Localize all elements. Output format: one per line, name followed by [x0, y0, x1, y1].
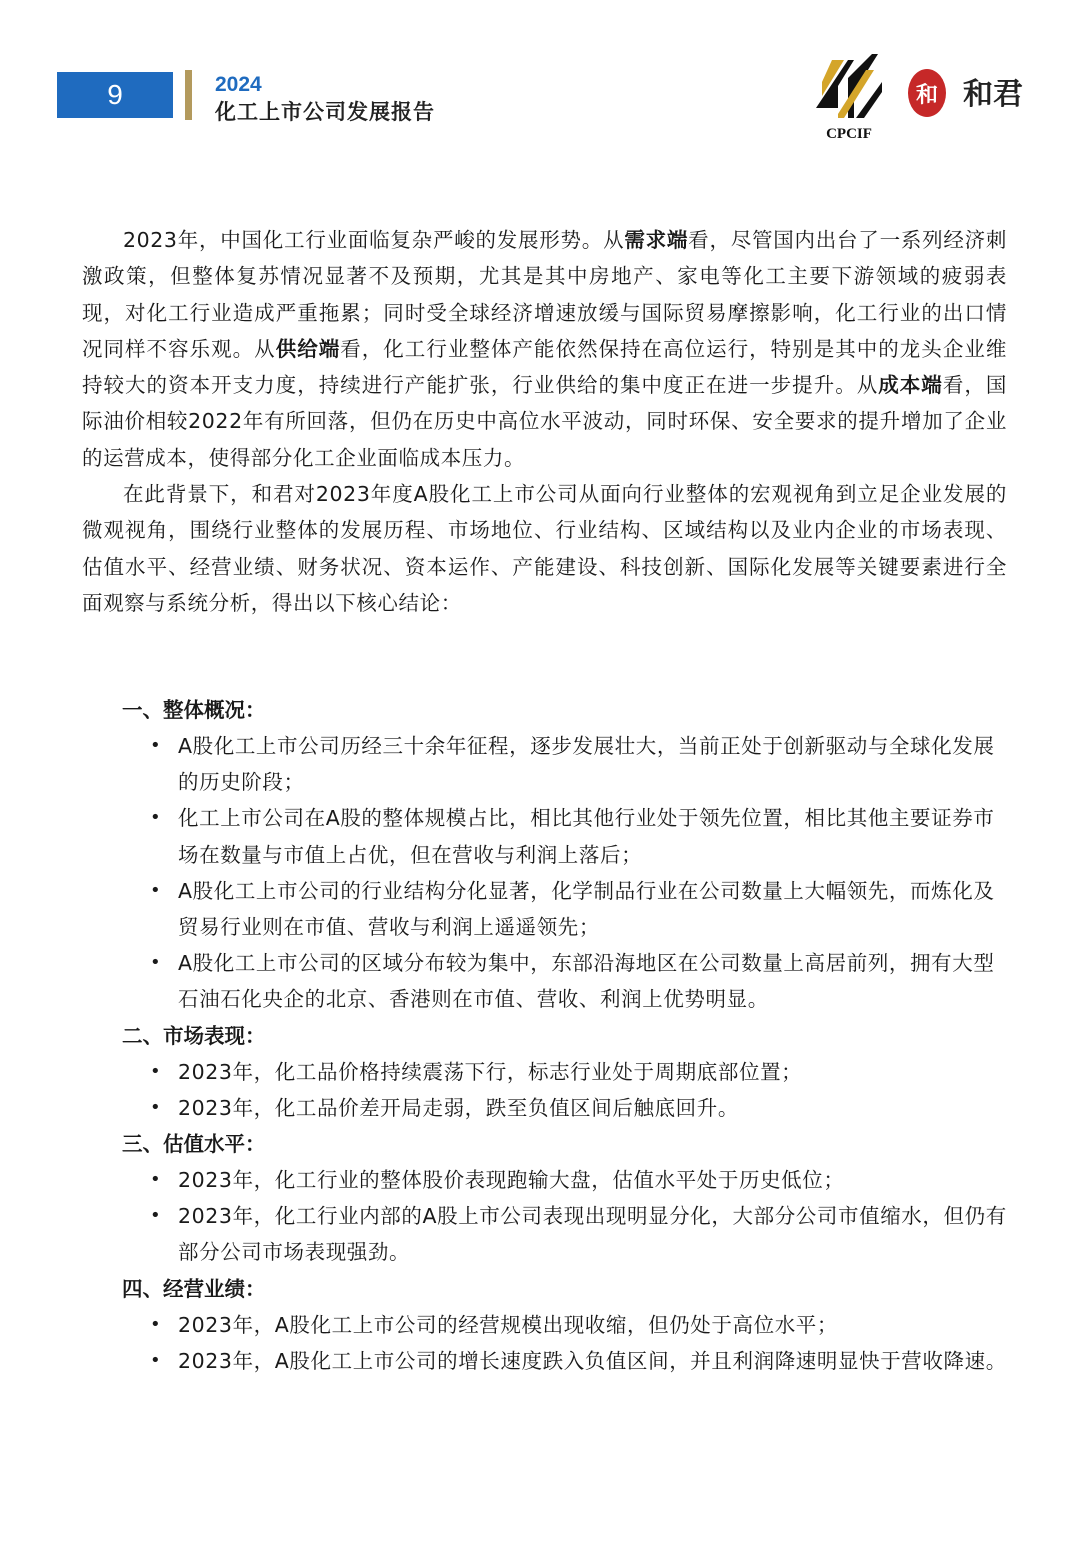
list-item: • A股化工上市公司的区域分布较为集中，东部沿海地区在公司数量上高居前列，拥有大型石油石化央企的北京、香港则在市值、营收、利润上优势明显。 [122, 945, 1007, 1017]
cpcif-logo [808, 52, 890, 144]
header-divider [185, 70, 192, 120]
list-item: • 2023年，化工行业的整体股价表现跑输大盘，估值水平处于历史低位； [122, 1162, 1007, 1198]
cost-side-label: 成本端 [878, 373, 943, 398]
list-item: • 2023年，A股化工上市公司的增长速度跌入负值区间，并且利润降速明显快于营收降速。 [122, 1343, 1007, 1379]
section-heading-market: 二、市场表现： [122, 1023, 266, 1048]
performance-list [122, 1307, 1007, 1379]
hejun-logo [905, 62, 1045, 124]
hejun-wordmark: 和君 [963, 77, 1023, 112]
section-heading-overview: 一、整体概况： [122, 698, 266, 722]
intro-paragraph-2: 在此背景下，和君对2023年度A股化工上市公司从面向行业整体的宏观视角到立足企业发展的微观视角，围绕行业整体的发展历程、市场地位、行业结构、区域结构以及业内企业的市场表现、估值水平、经营业绩、财务状况、资本运作、产能建设、科技创新、国际化发展等关键要素进行全面观察与系统分析，得出以下核心结论： [82, 482, 1007, 615]
section-heading-performance: 四、经营业绩： [122, 1276, 266, 1301]
valuation-list [122, 1162, 1007, 1271]
overview-list [122, 728, 1007, 1018]
list-item: • 2023年，化工品价格持续震荡下行，标志行业处于周期底部位置； [122, 1054, 1007, 1090]
list-item: • A股化工上市公司历经三十余年征程，逐步发展壮大，当前正处于创新驱动与全球化发展的历史阶段； [122, 728, 1007, 800]
intro-section [82, 222, 1007, 621]
demand-side-label: 需求端 [624, 228, 689, 252]
cpcif-wordmark: CPCIF [826, 126, 872, 142]
section-heading-valuation: 三、估值水平： [122, 1132, 266, 1157]
list-item: • A股化工上市公司的行业结构分化显著，化学制品行业在公司数量上大幅领先，而炼化及贸易行业则在市值、营收与利润上遥遥领先； [122, 873, 1007, 945]
list-item: • 化工上市公司在A股的整体规模占比，相比其他行业处于领先位置，相比其他主要证券市场在数量与市值上占优，但在营收与利润上落后； [122, 800, 1007, 872]
list-item: • 2023年，A股化工上市公司的经营规模出现收缩，但仍处于高位水平； [122, 1307, 1007, 1343]
supply-side-label: 供给端 [275, 336, 341, 361]
market-list [122, 1054, 1007, 1126]
report-year: 2024 [215, 73, 262, 96]
list-item: • 2023年，化工品价差开局走弱，跌至负值区间后触底回升。 [122, 1090, 1007, 1126]
core-conclusions [122, 692, 1007, 1379]
list-item: • 2023年，化工行业内部的A股上市公司表现出现明显分化，大部分公司市值缩水，但仍有部分公司市场表现强劲。 [122, 1198, 1007, 1270]
report-title: 化工上市公司发展报告 [215, 100, 435, 124]
page-number: 9 [57, 72, 173, 118]
hejun-seal-icon [908, 69, 946, 117]
cpcif-emblem-icon [816, 54, 882, 118]
hejun-seal-text: 和 [915, 82, 939, 108]
intro-paragraph-1: 2023年，中国化工行业面临复杂严峻的发展形势。从需求端看，尽管国内出台了一系列经济刺激政策，但整体复苏情况显著不及预期，尤其是其中房地产、家电等化工主要下游领域的疲弱表现，对化工行业造成严重拖累；同时受全球经济增速放缓与国际贸易摩擦影响，化工行业的出口情况同样不容乐观。从供给端看，化工行业整体产能依然保持在高位运行，特别是其中的龙头企业维持较大的资本开支力度，持续进行产能扩张，行业供给的集中度正在进一步提升。从成本端看，国际油价相较2022年有所回落，但仍在历史中高位水平波动，同时环保、安全要求的提升增加了企业的运营成本，使得部分化工企业面临成本压力。 [82, 228, 1008, 470]
